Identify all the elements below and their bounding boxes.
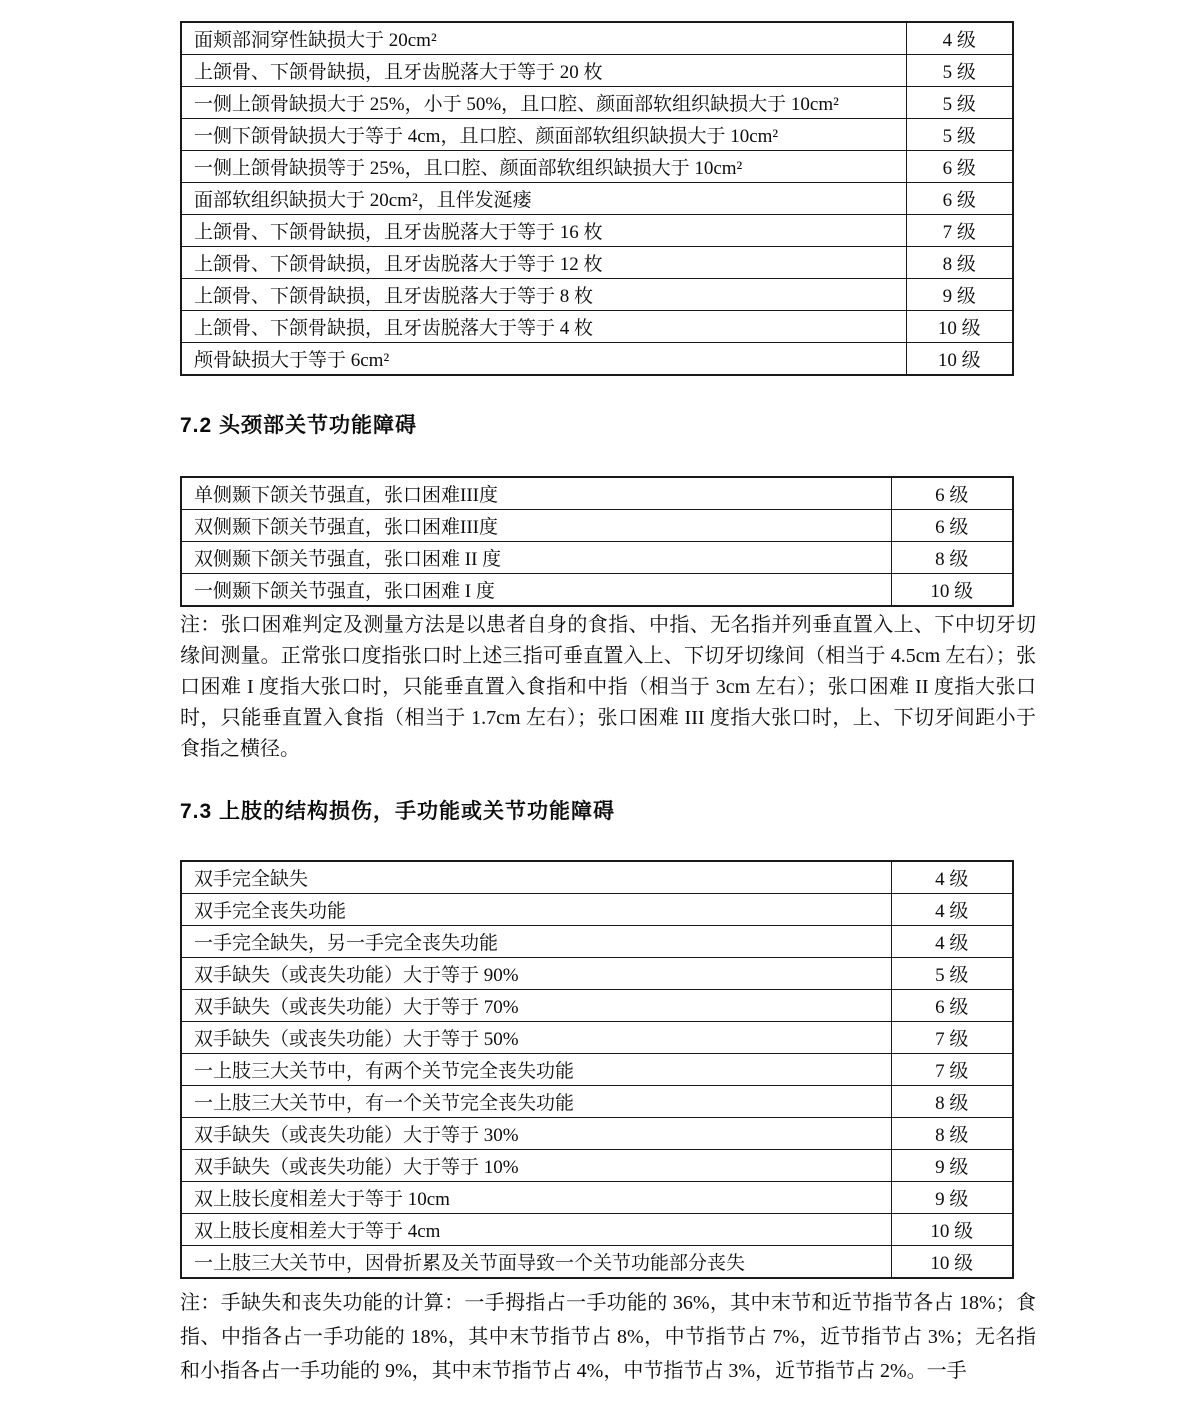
table-row <box>181 55 1013 87</box>
grade-cell: 4 级 <box>891 926 1013 958</box>
criteria-cell: 一上肢三大关节中，有两个关节完全丧失功能 <box>181 1054 891 1086</box>
grade-cell: 9 级 <box>891 1150 1013 1182</box>
criteria-cell: 上颌骨、下颌骨缺损，且牙齿脱落大于等于 20 枚 <box>181 55 906 87</box>
grade-cell: 10 级 <box>906 311 1013 343</box>
criteria-cell: 双侧颞下颌关节强直，张口困难 II 度 <box>181 542 891 574</box>
table-row <box>181 477 1013 510</box>
grade-cell: 8 级 <box>891 542 1013 574</box>
criteria-cell: 双手缺失（或丧失功能）大于等于 50% <box>181 1022 891 1054</box>
criteria-cell: 一手完全缺失，另一手完全丧失功能 <box>181 926 891 958</box>
grade-cell: 5 级 <box>906 87 1013 119</box>
table-row <box>181 926 1013 958</box>
criteria-cell: 双手缺失（或丧失功能）大于等于 30% <box>181 1118 891 1150</box>
criteria-cell: 双手完全丧失功能 <box>181 894 891 926</box>
table-row <box>181 894 1013 926</box>
section-heading-7-3: 7.3 上肢的结构损伤，手功能或关节功能障碍 <box>180 800 616 823</box>
grade-cell: 8 级 <box>891 1118 1013 1150</box>
criteria-cell: 一上肢三大关节中，有一个关节完全丧失功能 <box>181 1086 891 1118</box>
grade-cell: 4 级 <box>891 861 1013 894</box>
table-row <box>181 1022 1013 1054</box>
criteria-cell: 颅骨缺损大于等于 6cm² <box>181 343 906 376</box>
grade-cell: 7 级 <box>891 1022 1013 1054</box>
table-row <box>181 990 1013 1022</box>
table-row <box>181 151 1013 183</box>
table-row <box>181 1118 1013 1150</box>
table-row <box>181 1214 1013 1246</box>
criteria-cell: 上颌骨、下颌骨缺损，且牙齿脱落大于等于 4 枚 <box>181 311 906 343</box>
criteria-cell: 一侧上颌骨缺损大于 25%，小于 50%，且口腔、颜面部软组织缺损大于 10cm² <box>181 87 906 119</box>
table-row <box>181 1086 1013 1118</box>
head-neck-joint-table <box>180 476 1014 607</box>
grade-cell: 7 级 <box>891 1054 1013 1086</box>
grade-cell: 10 级 <box>891 1246 1013 1279</box>
table-body <box>181 477 1013 606</box>
grade-cell: 5 级 <box>906 55 1013 87</box>
table-row <box>181 279 1013 311</box>
hand-function-note: 注：手缺失和丧失功能的计算：一手拇指占一手功能的 36%，其中末节和近节指节各占 18%；食指、中指各占一手功能的 18%，其中末节指节占 8%，中节指节占 7%，近节指节占 3%；无名指和小指各占一手功能的 9%，其中末节指节占 4%，中节指节占 3%，近节指节占 2%。一手 <box>180 1292 1036 1382</box>
table-row <box>181 215 1013 247</box>
criteria-cell: 上颌骨、下颌骨缺损，且牙齿脱落大于等于 16 枚 <box>181 215 906 247</box>
grade-cell: 5 级 <box>906 119 1013 151</box>
grade-cell: 4 级 <box>891 894 1013 926</box>
criteria-cell: 双手完全缺失 <box>181 861 891 894</box>
table-row <box>181 861 1013 894</box>
table-row <box>181 542 1013 574</box>
head-face-defect-table <box>180 21 1014 376</box>
criteria-cell: 一侧上颌骨缺损等于 25%，且口腔、颜面部软组织缺损大于 10cm² <box>181 151 906 183</box>
grade-cell: 6 级 <box>906 151 1013 183</box>
table-row <box>181 343 1013 376</box>
table-row <box>181 247 1013 279</box>
criteria-cell: 一侧下颌骨缺损大于等于 4cm，且口腔、颜面部软组织缺损大于 10cm² <box>181 119 906 151</box>
mouth-opening-note: 注：张口困难判定及测量方法是以患者自身的食指、中指、无名指并列垂直置入上、下中切牙切缘间测量。正常张口度指张口时上述三指可垂直置入上、下切牙切缘间（相当于 4.5cm 左右）；张口困难 I 度指大张口时，只能垂直置入食指和中指（相当于 3cm 左右）；张口困难 II 度指大张口时，只能垂直置入食指（相当于 1.7cm 左右）；张口困难 III 度指大张口时，上、下切牙间距小于食指之横径。 <box>180 614 1036 760</box>
grade-cell: 6 级 <box>891 477 1013 510</box>
table-row <box>181 1246 1013 1279</box>
table-row <box>181 574 1013 607</box>
criteria-cell: 面颊部洞穿性缺损大于 20cm² <box>181 22 906 55</box>
table-row <box>181 1054 1013 1086</box>
grade-cell: 8 级 <box>891 1086 1013 1118</box>
criteria-cell: 上颌骨、下颌骨缺损，且牙齿脱落大于等于 12 枚 <box>181 247 906 279</box>
grade-cell: 6 级 <box>891 510 1013 542</box>
grade-cell: 8 级 <box>906 247 1013 279</box>
criteria-cell: 双侧颞下颌关节强直，张口困难III度 <box>181 510 891 542</box>
criteria-cell: 双上肢长度相差大于等于 10cm <box>181 1182 891 1214</box>
document-page <box>180 21 1036 1388</box>
table-row <box>181 1150 1013 1182</box>
grade-cell: 5 级 <box>891 958 1013 990</box>
grade-cell: 6 级 <box>906 183 1013 215</box>
table-row <box>181 183 1013 215</box>
criteria-cell: 单侧颞下颌关节强直，张口困难III度 <box>181 477 891 510</box>
criteria-cell: 双手缺失（或丧失功能）大于等于 10% <box>181 1150 891 1182</box>
table-row <box>181 87 1013 119</box>
table-row <box>181 510 1013 542</box>
section-heading-7-2: 7.2 头颈部关节功能障碍 <box>180 414 418 437</box>
table-row <box>181 119 1013 151</box>
grade-cell: 10 级 <box>891 1214 1013 1246</box>
table-body <box>181 22 1013 375</box>
table-row <box>181 958 1013 990</box>
criteria-cell: 双手缺失（或丧失功能）大于等于 70% <box>181 990 891 1022</box>
grade-cell: 4 级 <box>906 22 1013 55</box>
criteria-cell: 一侧颞下颌关节强直，张口困难 I 度 <box>181 574 891 607</box>
grade-cell: 10 级 <box>906 343 1013 376</box>
grade-cell: 7 级 <box>906 215 1013 247</box>
grade-cell: 6 级 <box>891 990 1013 1022</box>
table-row <box>181 1182 1013 1214</box>
grade-cell: 9 级 <box>891 1182 1013 1214</box>
grade-cell: 9 级 <box>906 279 1013 311</box>
criteria-cell: 面部软组织缺损大于 20cm²，且伴发涎瘘 <box>181 183 906 215</box>
criteria-cell: 双手缺失（或丧失功能）大于等于 90% <box>181 958 891 990</box>
grade-cell: 10 级 <box>891 574 1013 607</box>
criteria-cell: 上颌骨、下颌骨缺损，且牙齿脱落大于等于 8 枚 <box>181 279 906 311</box>
criteria-cell: 双上肢长度相差大于等于 4cm <box>181 1214 891 1246</box>
criteria-cell: 一上肢三大关节中，因骨折累及关节面导致一个关节功能部分丧失 <box>181 1246 891 1279</box>
table-row <box>181 22 1013 55</box>
table-row <box>181 311 1013 343</box>
upper-limb-table <box>180 860 1014 1279</box>
table-body <box>181 861 1013 1278</box>
